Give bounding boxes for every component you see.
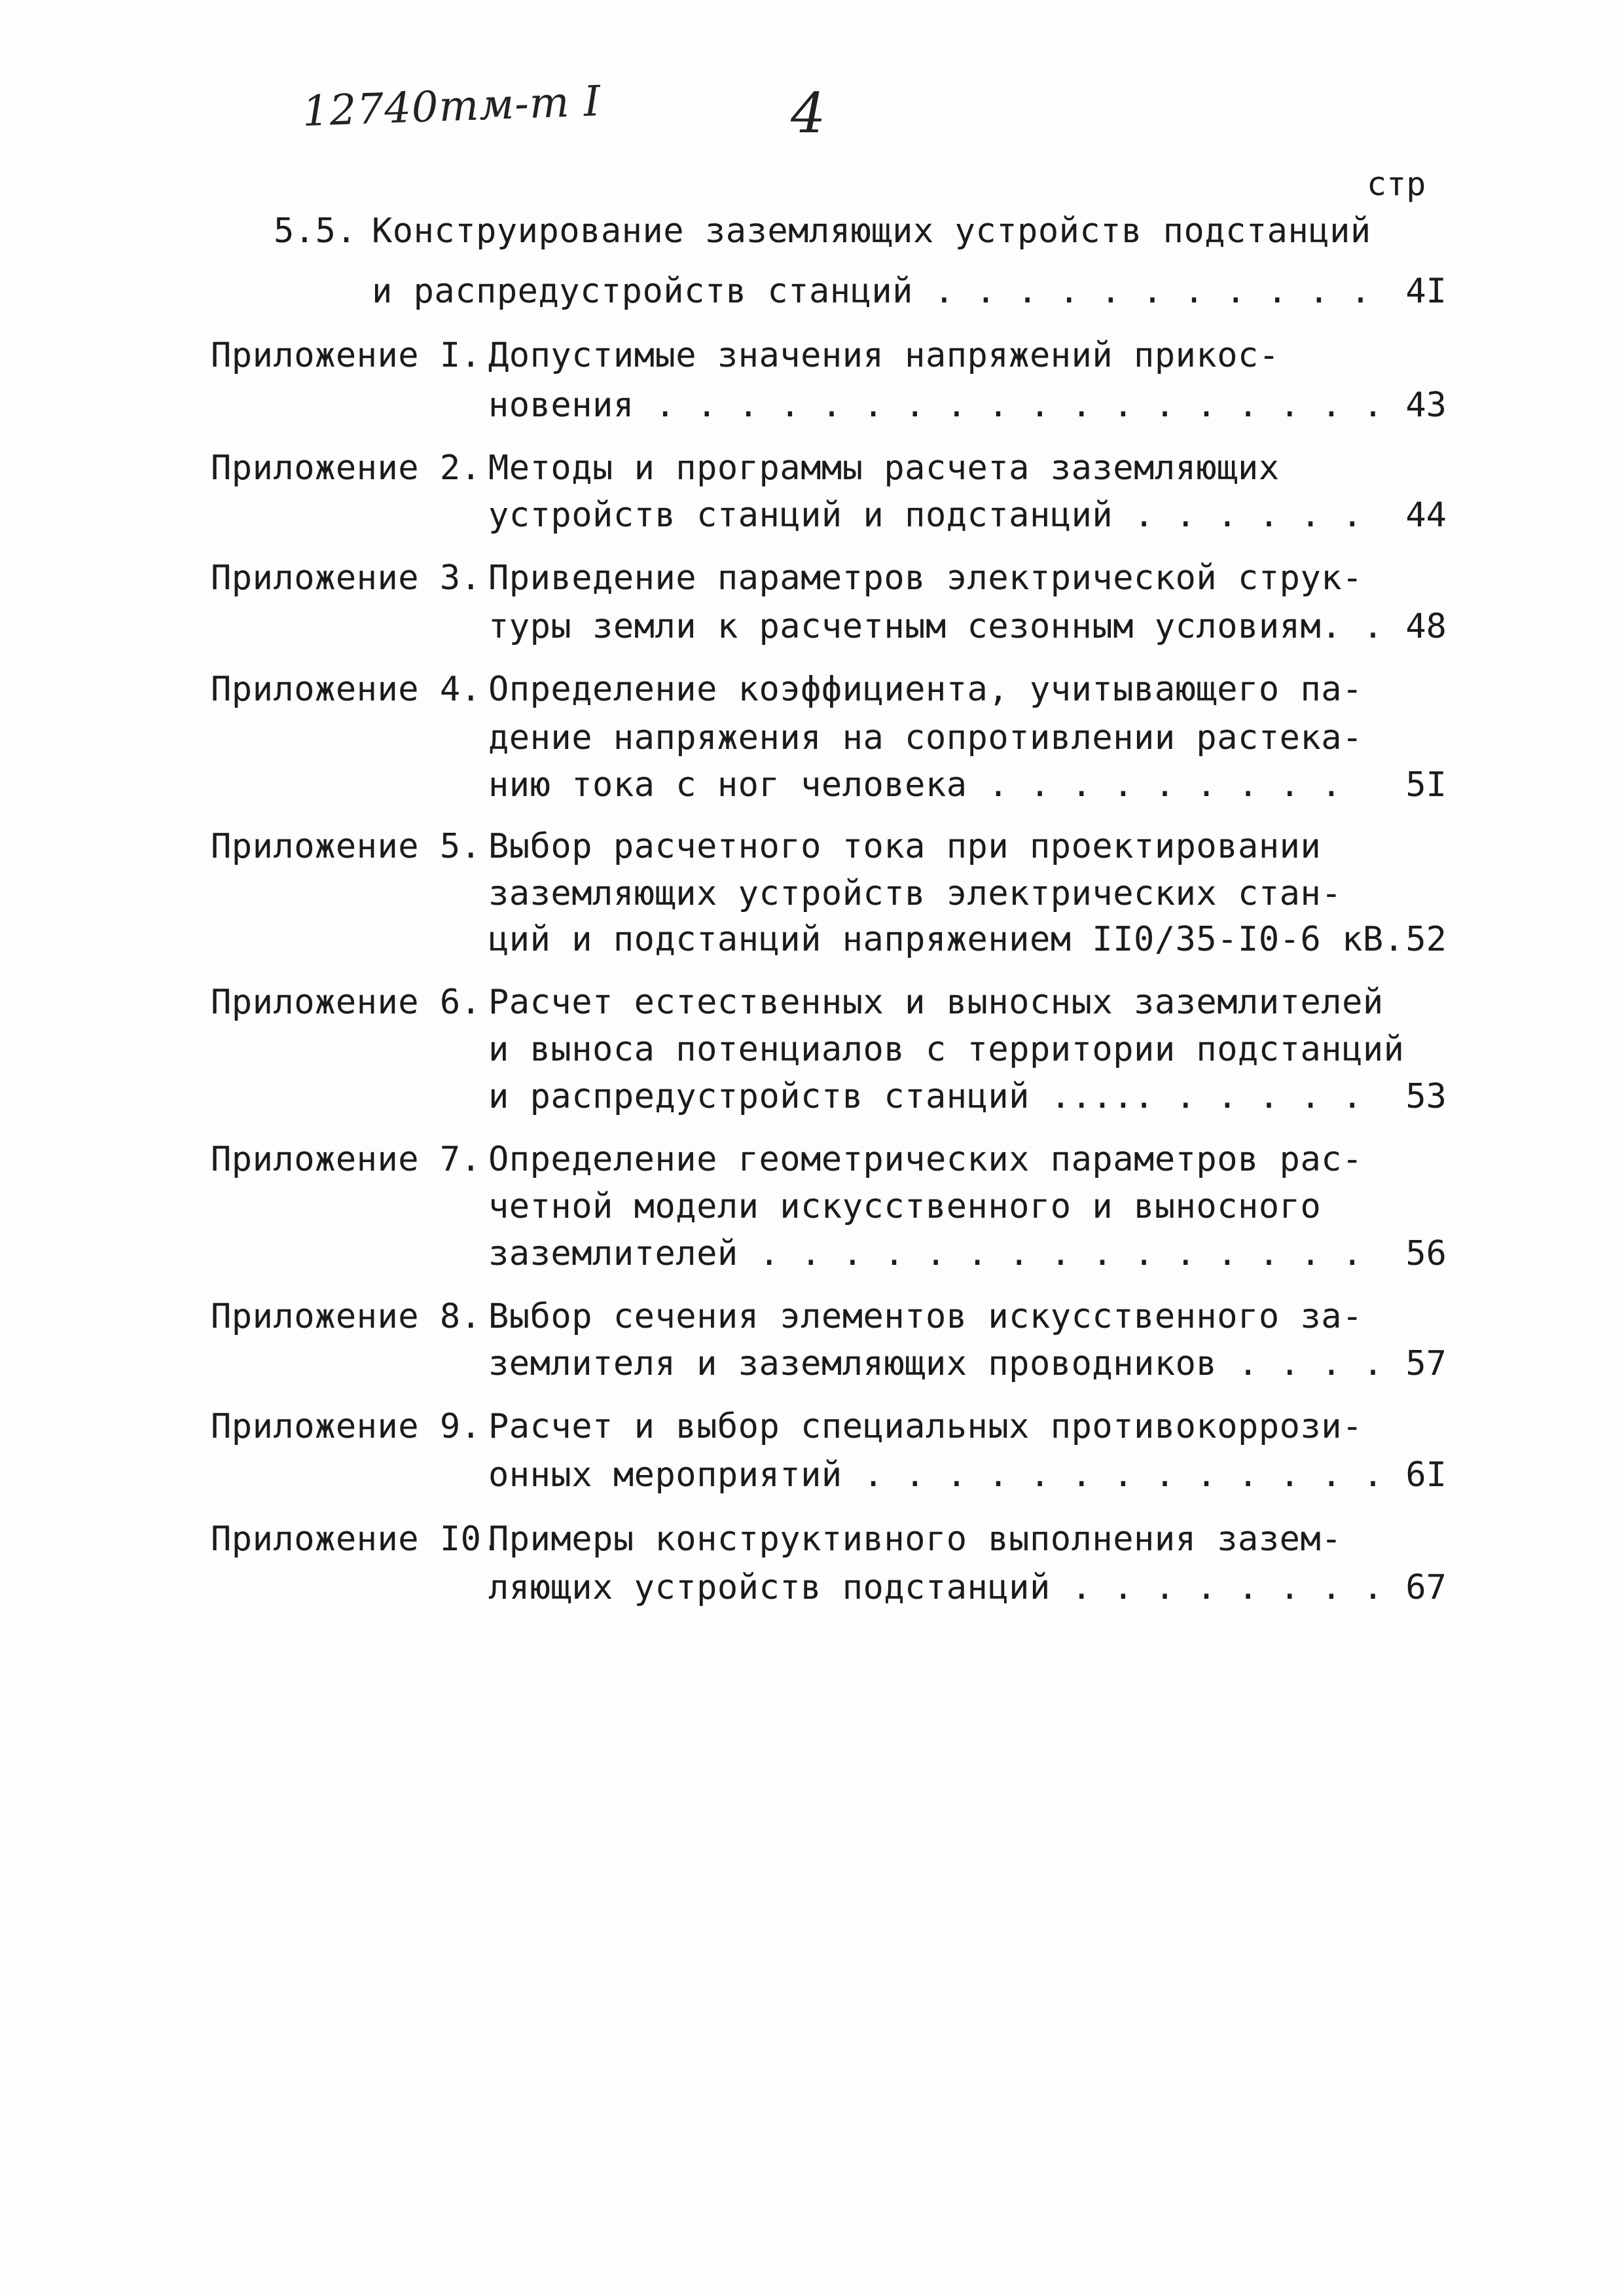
toc-entry-line: Допустимые значения напряжений прикос-: [488, 336, 1280, 375]
document-code: 12740тм-т I: [301, 77, 602, 136]
toc-entry-line: и распредустройств станций . . . . . . . . . . .: [372, 272, 1371, 311]
toc-entry-line: Расчет и выбор специальных противокоррози-: [488, 1407, 1363, 1446]
toc-entry-page: 53: [1405, 1077, 1447, 1116]
toc-entry-page: 57: [1405, 1344, 1447, 1383]
toc-entry-line: туры земли к расчетным сезонным условиям. .: [488, 607, 1384, 646]
page-column-label: стр: [1367, 165, 1426, 203]
toc-entry-line: Методы и программы расчета заземляющих: [488, 448, 1280, 488]
toc-entry-line: Конструирование заземляющих устройств подстанций: [372, 211, 1371, 251]
toc-entry-line: заземлителей . . . . . . . . . . . . . . .: [488, 1234, 1363, 1273]
toc-entry-line: Примеры конструктивного выполнения зазем-: [488, 1520, 1343, 1559]
toc-entry-label: Приложение 7.: [211, 1140, 482, 1179]
toc-entry-line: Определение коэффициента, учитывающего па-: [488, 670, 1363, 709]
toc-entry-page: 48: [1405, 607, 1447, 646]
toc-entry-line: онных мероприятий . . . . . . . . . . . . .: [488, 1455, 1384, 1495]
toc-entry-line: и распредустройств станций ..... . . . . .: [488, 1077, 1363, 1116]
toc-entry-page: 4I: [1405, 272, 1447, 311]
toc-entry-line: ций и подстанций напряжением II0/35-I0-6 кВ.: [488, 920, 1405, 959]
toc-entry-line: устройств станций и подстанций . . . . . .: [488, 496, 1363, 535]
toc-entry-page: 5I: [1405, 765, 1447, 805]
toc-entry-line: четной модели искусственного и выносного: [488, 1187, 1322, 1226]
toc-entry-line: и выноса потенциалов с территории подстанций: [488, 1030, 1405, 1069]
toc-entry-page: 6I: [1405, 1455, 1447, 1495]
toc-entry-line: Определение геометрических параметров рас-: [488, 1140, 1363, 1179]
toc-entry-line: Выбор сечения элементов искусственного за-: [488, 1297, 1363, 1336]
toc-entry-line: Расчет естественных и выносных заземлителей: [488, 983, 1384, 1022]
toc-entry-page: 52: [1405, 920, 1447, 959]
toc-entry-label: Приложение I0.: [211, 1520, 503, 1559]
toc-entry-page: 44: [1405, 496, 1447, 535]
toc-entry-label: 5.5.: [274, 211, 357, 251]
toc-entry-line: заземляющих устройств электрических стан-: [488, 874, 1343, 913]
toc-entry-line: дение напряжения на сопротивлении растека-: [488, 718, 1363, 757]
toc-entry-label: Приложение 8.: [211, 1297, 482, 1336]
toc-entry-line: нию тока с ног человека . . . . . . . . .: [488, 765, 1343, 805]
toc-entry-label: Приложение 2.: [211, 448, 482, 488]
toc-entry-page: 67: [1405, 1568, 1447, 1607]
toc-entry-line: Приведение параметров электрической струк-: [488, 558, 1363, 598]
toc-entry-line: ляющих устройств подстанций . . . . . . . .: [488, 1568, 1384, 1607]
toc-entry-label: Приложение 6.: [211, 983, 482, 1022]
toc-entry-page: 43: [1405, 386, 1447, 425]
toc-entry-label: Приложение I.: [211, 336, 482, 375]
page-number: 4: [791, 81, 826, 145]
toc-entry-line: землителя и заземляющих проводников . . . .: [488, 1344, 1384, 1383]
toc-entry-label: Приложение 5.: [211, 827, 482, 866]
toc-entry-line: Выбор расчетного тока при проектировании: [488, 827, 1322, 866]
toc-entry-line: новения . . . . . . . . . . . . . . . . . .: [488, 386, 1384, 425]
toc-entry-page: 56: [1405, 1234, 1447, 1273]
toc-entry-label: Приложение 9.: [211, 1407, 482, 1446]
toc-entry-label: Приложение 3.: [211, 558, 482, 598]
toc-entry-label: Приложение 4.: [211, 670, 482, 709]
